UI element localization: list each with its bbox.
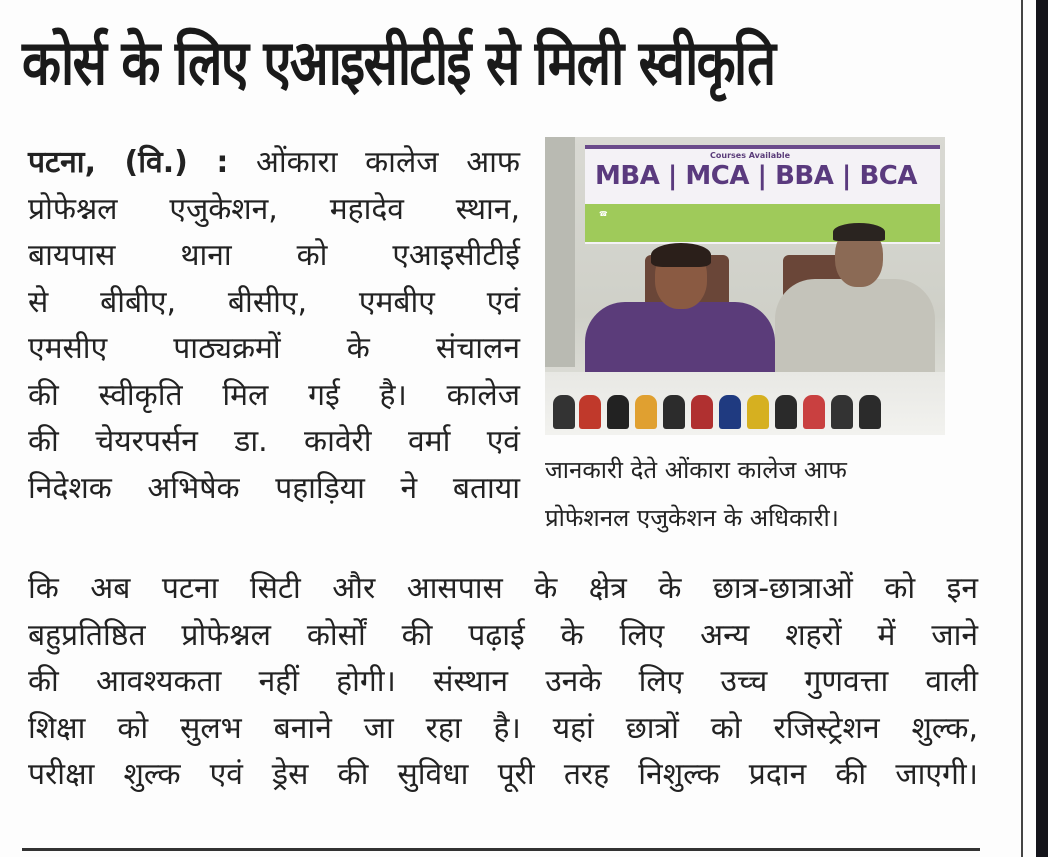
microphone-icon xyxy=(607,395,629,429)
news-photo xyxy=(545,137,945,435)
article-line: कि अब पटना सिटी और आसपास के क्षेत्र के छात्र-छात्राओं को इन xyxy=(28,571,978,606)
man-official xyxy=(775,227,935,377)
article-line: से बीबीए, बीसीए, एमबीए एवं xyxy=(28,284,520,320)
microphone-icon xyxy=(663,395,685,429)
article-line: परीक्षा शुल्क एवं ड्रेस की सुविधा पूरी तरह निशुल्क प्रदान की जाएगी। xyxy=(28,757,978,792)
article-line-1 xyxy=(28,140,520,187)
article-line: की आवश्यकता नहीं होगी। संस्थान उनके लिए उच्च गुणवत्ता वाली xyxy=(28,664,978,699)
article-full-width xyxy=(28,566,978,799)
microphone-icon xyxy=(579,395,601,429)
article-line: बहुप्रतिष्ठित प्रोफेश्नल कोर्सों की पढ़ाई के लिए अन्य शहरों में जाने xyxy=(28,617,978,653)
page-edge xyxy=(1036,0,1048,857)
microphone-cluster xyxy=(545,372,945,435)
article-line: निदेशक अभिषेक पहाड़िया ने बताया xyxy=(28,470,520,506)
caption-line: प्रोफेशनल एजुकेशन के अधिकारी। xyxy=(545,504,839,532)
article-line: प्रोफेश्नल एजुकेशन, महादेव स्थान, xyxy=(28,191,520,227)
photo-pillar xyxy=(545,137,575,367)
person-body xyxy=(775,279,935,379)
person-hair xyxy=(651,243,711,267)
phone-icon: ☎ xyxy=(599,210,608,218)
photo-caption xyxy=(545,446,950,542)
article-line: बायपास थाना को एआइसीटीई xyxy=(28,238,520,273)
column-divider xyxy=(1021,0,1023,857)
banner-title: MBA | MCA | BBA | BCA xyxy=(595,161,917,191)
dateline: पटना, (वि.) : xyxy=(28,145,229,180)
microphone-icon xyxy=(747,395,769,429)
microphone-icon xyxy=(719,395,741,429)
microphone-icon xyxy=(803,395,825,429)
microphone-icon xyxy=(775,395,797,429)
bottom-divider xyxy=(22,848,980,851)
microphone-icon xyxy=(831,395,853,429)
caption-line: जानकारी देते ओंकारा कालेज आफ xyxy=(545,456,847,484)
microphone-icon xyxy=(859,395,881,429)
banner-subtitle: Courses Available xyxy=(710,151,791,160)
woman-speaker xyxy=(585,247,785,387)
article-line: शिक्षा को सुलभ बनाने जा रहा है। यहां छात्रों को रजिस्ट्रेशन शुल्क, xyxy=(28,710,978,746)
line-text: ओंकारा कालेज आफ xyxy=(228,145,520,180)
microphone-icon xyxy=(691,395,713,429)
article-headline: कोर्स के लिए एआइसीटीई से मिली स्वीकृति xyxy=(22,26,775,99)
microphone-icon xyxy=(635,395,657,429)
article-line: की स्वीकृति मिल गई है। कालेज xyxy=(28,377,520,413)
article-left-column xyxy=(28,140,520,512)
article-line: की चेयरपर्सन डा. कावेरी वर्मा एवं xyxy=(28,424,520,459)
microphone-icon xyxy=(553,395,575,429)
article-line: एमसीए पाठ्यक्रमों के संचालन xyxy=(28,331,520,366)
person-hair xyxy=(833,223,885,241)
